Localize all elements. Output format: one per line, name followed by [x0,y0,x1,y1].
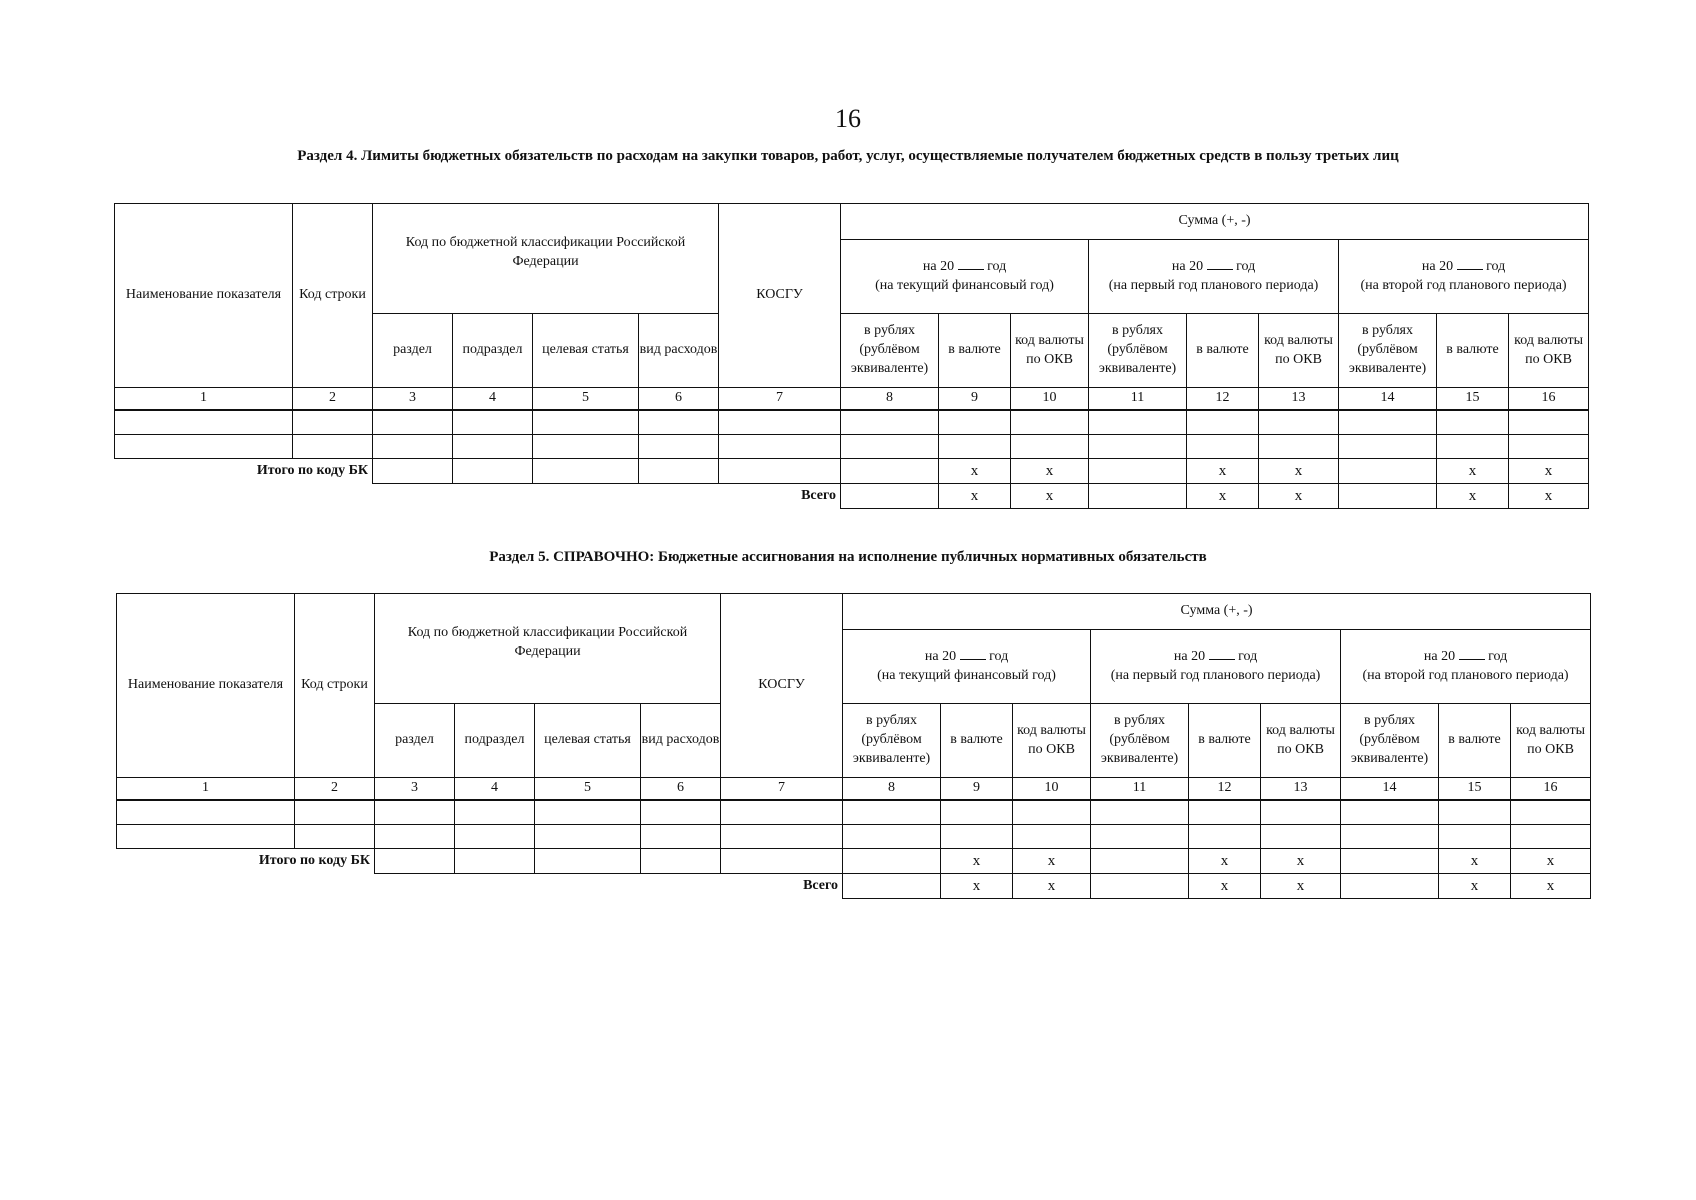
data-cell[interactable] [841,435,939,459]
data-cell[interactable] [1339,410,1437,435]
data-cell[interactable] [843,825,941,849]
data-cell[interactable] [533,459,639,484]
data-cell[interactable] [843,800,941,825]
data-cell[interactable] [719,410,841,435]
header-second-plan-year [1341,630,1591,704]
table-row [115,435,1589,459]
x-mark: x [939,484,1011,509]
data-cell[interactable] [1437,410,1509,435]
data-cell[interactable] [639,459,719,484]
x-mark: x [1259,459,1339,484]
header-expense-type: вид расходов [641,704,721,778]
column-number: 14 [1339,388,1437,411]
x-mark: x [1509,459,1589,484]
header-currency-code-first: код валюты по ОКВ [1261,704,1341,778]
table-row [117,800,1591,825]
column-number: 14 [1341,778,1439,801]
data-cell[interactable] [939,410,1011,435]
data-cell[interactable] [1187,435,1259,459]
data-cell[interactable] [639,435,719,459]
x-mark: x [1511,874,1591,899]
data-cell[interactable] [1511,825,1591,849]
data-cell[interactable] [841,410,939,435]
header-expense-type: вид расходов [639,314,719,388]
x-mark: x [1511,849,1591,874]
grand-total-label: Всего [117,874,843,899]
data-cell[interactable] [1091,874,1189,899]
column-number: 12 [1187,388,1259,411]
data-cell[interactable] [939,435,1011,459]
year-blank [1209,647,1235,660]
year-blank [1207,257,1233,270]
column-number: 8 [843,778,941,801]
data-cell[interactable] [1091,825,1189,849]
year-blank [958,257,984,270]
x-mark: x [1437,484,1509,509]
data-cell[interactable] [375,825,455,849]
data-cell[interactable] [1511,800,1591,825]
data-cell[interactable] [721,849,843,874]
grand-total-row [115,484,1589,509]
header-kosgu: КОСГУ [719,204,841,388]
data-cell[interactable] [1261,800,1341,825]
data-cell[interactable] [721,800,843,825]
section-5-title: Раздел 5. СПРАВОЧНО: Бюджетные ассигнования на исполнение публичных нормативных обязательств [489,549,1207,565]
column-number: 4 [453,388,533,411]
current-year-label: (на текущий финансовый год) [875,278,1054,293]
x-mark: x [1189,874,1261,899]
column-number: 10 [1013,778,1091,801]
year-prefix: на 20 [922,259,955,275]
data-cell[interactable] [1011,410,1089,435]
data-cell[interactable] [1509,410,1589,435]
data-cell[interactable] [1259,410,1339,435]
header-podrazdel: подраздел [455,704,535,778]
data-cell[interactable] [1089,484,1187,509]
data-cell[interactable] [1339,484,1437,509]
year-prefix: на 20 [1421,259,1454,275]
data-cell[interactable] [295,825,375,849]
column-number-row [115,388,1589,411]
header-currency-current: в валюте [939,314,1011,388]
header-sum: Сумма (+, -) [843,594,1591,630]
header-rub-current: в рублях (рублёвом эквиваленте) [841,314,939,388]
year-suffix: год [1238,649,1258,665]
data-cell[interactable] [535,800,641,825]
table-row [115,410,1589,435]
data-cell[interactable] [533,410,639,435]
year-suffix: год [989,649,1009,665]
year-suffix: год [1486,259,1506,275]
grand-total-row [117,874,1591,899]
x-mark: x [1187,484,1259,509]
year-prefix: на 20 [1173,649,1206,665]
data-cell[interactable] [1189,825,1261,849]
data-cell[interactable] [295,800,375,825]
data-cell[interactable] [375,800,455,825]
x-mark: x [1013,874,1091,899]
header-indicator-name: Наименование показателя [115,204,293,388]
column-number: 7 [719,388,841,411]
header-first-plan-year [1091,630,1341,704]
data-cell[interactable] [1089,435,1187,459]
data-cell[interactable] [721,825,843,849]
column-number: 1 [115,388,293,411]
data-cell[interactable] [453,435,533,459]
data-cell[interactable] [841,484,939,509]
data-cell[interactable] [1341,825,1439,849]
table-row [117,825,1591,849]
data-cell[interactable] [115,435,293,459]
data-cell[interactable] [373,435,453,459]
column-number: 1 [117,778,295,801]
header-currency-code-second: код валюты по ОКВ [1509,314,1589,388]
data-cell[interactable] [1439,825,1511,849]
column-number: 5 [533,388,639,411]
header-currency-code-current: код валюты по ОКВ [1013,704,1091,778]
x-mark: x [1011,484,1089,509]
data-cell[interactable] [1439,800,1511,825]
data-cell[interactable] [455,800,535,825]
year-suffix: год [1236,259,1256,275]
data-cell[interactable] [1259,435,1339,459]
column-number: 3 [373,388,453,411]
data-cell[interactable] [533,435,639,459]
x-mark: x [941,874,1013,899]
data-cell[interactable] [1091,849,1189,874]
header-budget-classification: Код по бюджетной классификации Российской Федерации [373,204,719,314]
column-number: 2 [295,778,375,801]
current-year-label: (на текущий финансовый год) [877,668,1056,683]
total-by-bk-label: Итого по коду БК [115,459,373,484]
x-mark: x [1439,874,1511,899]
header-indicator-name: Наименование показателя [117,594,295,778]
data-cell[interactable] [641,849,721,874]
data-cell[interactable] [535,825,641,849]
header-currency-code-current: код валюты по ОКВ [1011,314,1089,388]
data-cell[interactable] [941,800,1013,825]
data-cell[interactable] [1013,825,1091,849]
data-cell[interactable] [1339,435,1437,459]
data-cell[interactable] [843,874,941,899]
section-5-table [116,593,1591,899]
column-number: 15 [1437,388,1509,411]
header-currency-second: в валюте [1439,704,1511,778]
header-row-code: Код строки [293,204,373,388]
data-cell[interactable] [1341,874,1439,899]
header-currency-first: в валюте [1187,314,1259,388]
column-number: 13 [1259,388,1339,411]
header-target-article: целевая статья [533,314,639,388]
year-prefix: на 20 [1171,259,1204,275]
x-mark: x [1187,459,1259,484]
header-razdel: раздел [375,704,455,778]
header-rub-current: в рублях (рублёвом эквиваленте) [843,704,941,778]
data-cell[interactable] [373,410,453,435]
header-currency-second: в валюте [1437,314,1509,388]
x-mark: x [939,459,1011,484]
data-cell[interactable] [1341,800,1439,825]
column-number: 12 [1189,778,1261,801]
data-cell[interactable] [1189,800,1261,825]
column-number: 9 [939,388,1011,411]
header-target-article: целевая статья [535,704,641,778]
data-cell[interactable] [535,849,641,874]
column-number: 10 [1011,388,1089,411]
x-mark: x [1011,459,1089,484]
column-number: 11 [1089,388,1187,411]
data-cell[interactable] [1437,435,1509,459]
x-mark: x [1509,484,1589,509]
x-mark: x [1189,849,1261,874]
x-mark: x [1439,849,1511,874]
data-cell[interactable] [453,459,533,484]
header-budget-classification: Код по бюджетной классификации Российской Федерации [375,594,721,704]
data-cell[interactable] [639,410,719,435]
data-cell[interactable] [117,825,295,849]
column-number: 6 [641,778,721,801]
x-mark: x [1259,484,1339,509]
header-rub-second: в рублях (рублёвом эквиваленте) [1341,704,1439,778]
data-cell[interactable] [1013,800,1091,825]
data-cell[interactable] [453,410,533,435]
column-number: 16 [1509,388,1589,411]
header-sum: Сумма (+, -) [841,204,1589,240]
data-cell[interactable] [719,459,841,484]
data-cell[interactable] [719,435,841,459]
data-cell[interactable] [1341,849,1439,874]
grand-total-label: Всего [115,484,841,509]
header-current-year [841,240,1089,314]
column-number: 15 [1439,778,1511,801]
section-4-table [114,203,1589,509]
header-second-plan-year [1339,240,1589,314]
column-number: 13 [1261,778,1341,801]
section-4-title: Раздел 4. Лимиты бюджетных обязательств по расходам на закупки товаров, работ, услуг, осуществляемые получателем бюджетных средств в пользу третьих лиц [297,148,1399,164]
data-cell[interactable] [293,410,373,435]
x-mark: x [1261,874,1341,899]
data-cell[interactable] [1187,410,1259,435]
data-cell[interactable] [1509,435,1589,459]
header-rub-first: в рублях (рублёвом эквиваленте) [1089,314,1187,388]
header-currency-code-second: код валюты по ОКВ [1511,704,1591,778]
column-number: 4 [455,778,535,801]
year-suffix: год [1488,649,1508,665]
header-current-year [843,630,1091,704]
year-suffix: год [987,259,1007,275]
column-number: 9 [941,778,1013,801]
data-cell[interactable] [1011,435,1089,459]
data-cell[interactable] [1091,800,1189,825]
header-currency-first: в валюте [1189,704,1261,778]
year-blank [960,647,986,660]
column-number: 2 [293,388,373,411]
data-cell[interactable] [1261,825,1341,849]
total-by-bk-row [115,459,1589,484]
column-number-row [117,778,1591,801]
data-cell[interactable] [843,849,941,874]
data-cell[interactable] [941,825,1013,849]
data-cell[interactable] [375,849,455,874]
column-number: 11 [1091,778,1189,801]
header-podrazdel: подраздел [453,314,533,388]
column-number: 16 [1511,778,1591,801]
data-cell[interactable] [373,459,453,484]
first-plan-year-label: (на первый год планового периода) [1110,668,1321,683]
column-number: 8 [841,388,939,411]
second-plan-year-label: (на второй год планового периода) [1362,668,1569,683]
total-by-bk-row [117,849,1591,874]
year-prefix: на 20 [1423,649,1456,665]
header-first-plan-year [1089,240,1339,314]
year-prefix: на 20 [924,649,957,665]
year-blank [1457,257,1483,270]
column-number: 7 [721,778,843,801]
header-currency-current: в валюте [941,704,1013,778]
first-plan-year-label: (на первый год планового периода) [1108,278,1319,293]
x-mark: x [941,849,1013,874]
data-cell[interactable] [1339,459,1437,484]
header-row-code: Код строки [295,594,375,778]
data-cell[interactable] [1089,459,1187,484]
x-mark: x [1437,459,1509,484]
page-number: 16 [835,104,861,133]
header-razdel: раздел [373,314,453,388]
header-rub-second: в рублях (рублёвом эквиваленте) [1339,314,1437,388]
header-kosgu: КОСГУ [721,594,843,778]
header-rub-first: в рублях (рублёвом эквиваленте) [1091,704,1189,778]
data-cell[interactable] [115,410,293,435]
column-number: 3 [375,778,455,801]
header-currency-code-first: код валюты по ОКВ [1259,314,1339,388]
data-cell[interactable] [293,435,373,459]
data-cell[interactable] [1089,410,1187,435]
year-blank [1459,647,1485,660]
total-by-bk-label: Итого по коду БК [117,849,375,874]
data-cell[interactable] [841,459,939,484]
x-mark: x [1261,849,1341,874]
data-cell[interactable] [641,800,721,825]
data-cell[interactable] [455,825,535,849]
column-number: 6 [639,388,719,411]
data-cell[interactable] [455,849,535,874]
data-cell[interactable] [117,800,295,825]
column-number: 5 [535,778,641,801]
data-cell[interactable] [641,825,721,849]
second-plan-year-label: (на второй год планового периода) [1360,278,1567,293]
x-mark: x [1013,849,1091,874]
